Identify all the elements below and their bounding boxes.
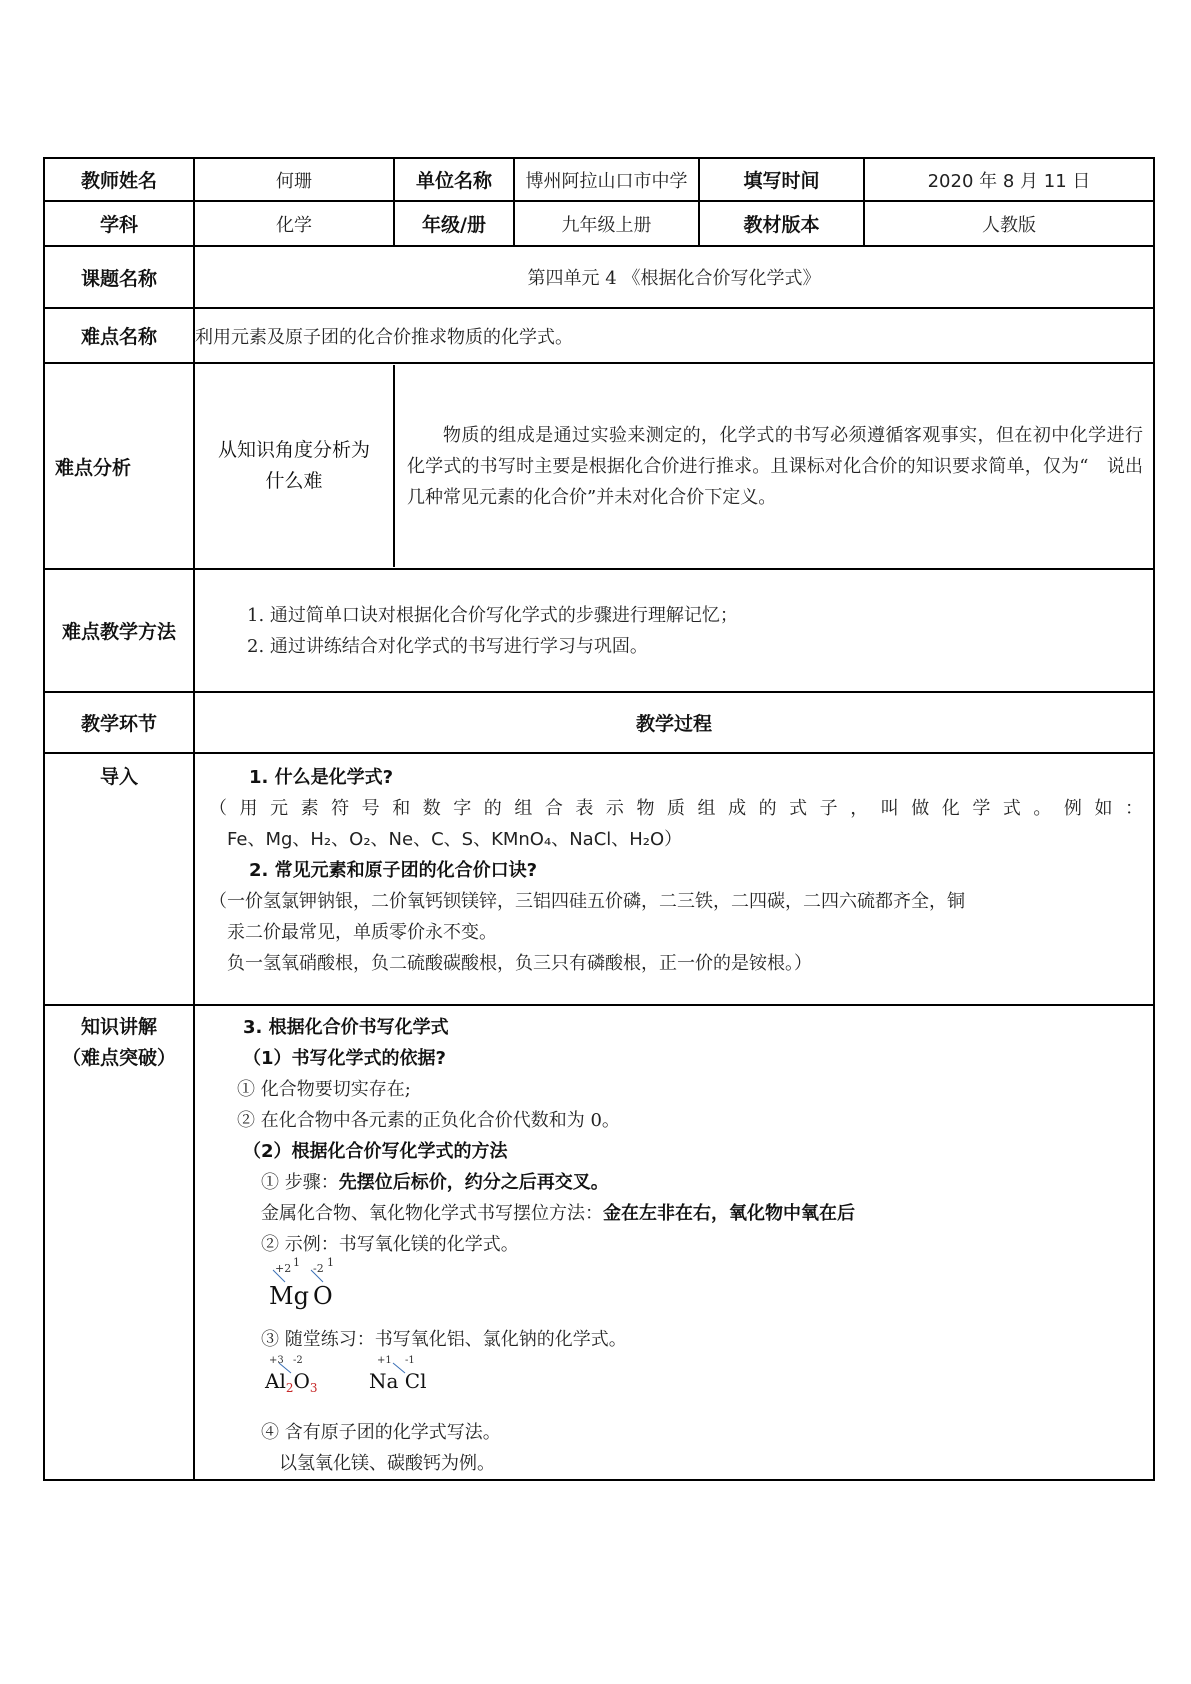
al2o3-valence-al: +3: [269, 1355, 284, 1366]
step-rule: 先摆位后标价，约分之后再交叉。: [338, 1172, 609, 1193]
analysis-row: [44, 363, 1154, 569]
placement-prefix: 金属化合物、氧化物化学式书写摆位方法：: [261, 1203, 603, 1224]
practice-line: ③ 随堂练习：书写氧化铝、氯化钠的化学式。: [261, 1329, 627, 1350]
process-title: 教学过程: [194, 692, 1154, 753]
mgo-mg: Mg: [269, 1282, 309, 1310]
difficulty-row: [44, 308, 1154, 363]
group-line: ④ 含有原子团的化学式写法。: [261, 1422, 501, 1443]
intro-answer-1-line-2: Fe、Mg、H₂、O₂、Ne、C、S、KMnO₄、NaCl、H₂O）: [227, 829, 683, 850]
intro-answer-2-line-3: 负一氢氧硝酸根，负二硫酸碳酸根，负三只有磷酸根，正一价的是铵根。）: [227, 953, 812, 974]
unit-value: 博州阿拉山口市中学: [514, 158, 699, 201]
nacl-cl: Cl: [404, 1369, 427, 1393]
edition-label: 教材版本: [699, 201, 864, 246]
knowledge-basis-b: ② 在化合物中各元素的正负化合价代数和为 0。: [237, 1110, 620, 1131]
intro-row: [44, 753, 1154, 1005]
al2o3-o: O: [293, 1369, 310, 1393]
difficulty-label: 难点名称: [44, 308, 194, 363]
topic-row: [44, 246, 1154, 308]
time-value: 2020 年 8 月 11 日: [864, 158, 1154, 201]
mgo-count-mg: 1: [293, 1256, 300, 1269]
grade-label: 年级/册: [394, 201, 514, 246]
method-label: 难点教学方法: [44, 569, 194, 692]
intro-question-1: 1. 什么是化学式?: [249, 767, 394, 788]
topic-label: 课题名称: [44, 246, 194, 308]
intro-question-2: 2. 常见元素和原子团的化合价口诀?: [249, 860, 538, 881]
edition-value: 人教版: [864, 201, 1154, 246]
analysis-sub-label: 从知识角度分析为什么难: [195, 365, 395, 567]
intro-label: 导入: [44, 753, 194, 1005]
nacl-valence-na: +1: [377, 1355, 392, 1366]
step-prefix: ① 步骤：: [261, 1172, 339, 1193]
mgo-formula: [265, 1256, 1143, 1318]
grade-value: 九年级上册: [514, 201, 699, 246]
header-row-2: [44, 201, 1154, 246]
teacher-label: 教师姓名: [44, 158, 194, 201]
process-stage-label: 教学环节: [44, 692, 194, 753]
intro-answer-2-line-2: 汞二价最常见，单质零价永不变。: [227, 922, 497, 943]
group-example-line: 以氢氧化镁、碳酸钙为例。: [279, 1453, 495, 1474]
knowledge-label: 知识讲解: [80, 1016, 157, 1038]
method-row: [44, 569, 1154, 692]
topic-value: 第四单元 4 《根据化合价写化学式》: [194, 246, 1154, 308]
teacher-value: 何珊: [194, 158, 394, 201]
intro-answer-1-line-1: （用元素符号和数字的组合表示物质组成的式子，叫做化学式。例如：: [209, 798, 1143, 819]
example-line: ② 示例：书写氧化镁的化学式。: [261, 1234, 519, 1255]
al2o3-sub-al: 2: [285, 1381, 294, 1395]
process-header-row: [44, 692, 1154, 753]
knowledge-basis-a: ① 化合物要切实存在;: [237, 1079, 411, 1100]
al2o3-valence-o: -2: [293, 1355, 303, 1366]
analysis-label: 难点分析: [44, 363, 194, 569]
placement-rule: 金在左非在右，氧化物中氧在后: [603, 1203, 855, 1224]
analysis-text: 物质的组成是通过实验来测定的，化学式的书写必须遵循客观事实，但在初中化学进行化学式的书写时主要是根据化合价进行推求。且课标对化合价的知识要求简单，仅为“ 说出几种常见元素的化合价”并未对化合价下定义。: [407, 424, 1143, 508]
time-label: 填写时间: [699, 158, 864, 201]
al2o3-sub-o: 3: [309, 1381, 318, 1395]
knowledge-sub-label: （难点突破）: [61, 1047, 176, 1069]
knowledge-section-2: （2）根据化合价写化学式的方法: [243, 1141, 508, 1162]
subject-label: 学科: [44, 201, 194, 246]
knowledge-title: 3. 根据化合价书写化学式: [243, 1017, 449, 1038]
al2o3-al: Al: [265, 1369, 286, 1393]
lesson-plan-sheet: [43, 157, 1153, 1481]
nacl-valence-cl: -1: [405, 1355, 415, 1366]
header-row-1: [44, 158, 1154, 201]
mgo-count-o: 1: [327, 1256, 334, 1269]
mgo-valence-mg: +2: [275, 1262, 292, 1275]
intro-answer-2-line-1: （一价氢氯钾钠银，二价氧钙钡镁锌，三铝四硅五价磷，二三铁，二四碳，二四六硫都齐全，铜: [209, 891, 965, 912]
difficulty-value: 利用元素及原子团的化合价推求物质的化学式。: [194, 308, 1154, 363]
mgo-o: O: [313, 1282, 333, 1310]
mgo-valence-o: -2: [313, 1262, 324, 1275]
knowledge-section-1: （1）书写化学式的依据?: [243, 1048, 446, 1069]
nacl-na: Na: [369, 1369, 399, 1393]
lesson-plan-table: [43, 157, 1155, 1481]
method-item: 2. 通过讲练结合对化学式的书写进行学习与巩固。: [247, 635, 648, 657]
subject-value: 化学: [194, 201, 394, 246]
method-item: 1. 通过简单口诀对根据化合价写化学式的步骤进行理解记忆；: [247, 604, 738, 626]
practice-formulas: [265, 1355, 1143, 1405]
knowledge-row: [44, 1005, 1154, 1480]
unit-label: 单位名称: [394, 158, 514, 201]
